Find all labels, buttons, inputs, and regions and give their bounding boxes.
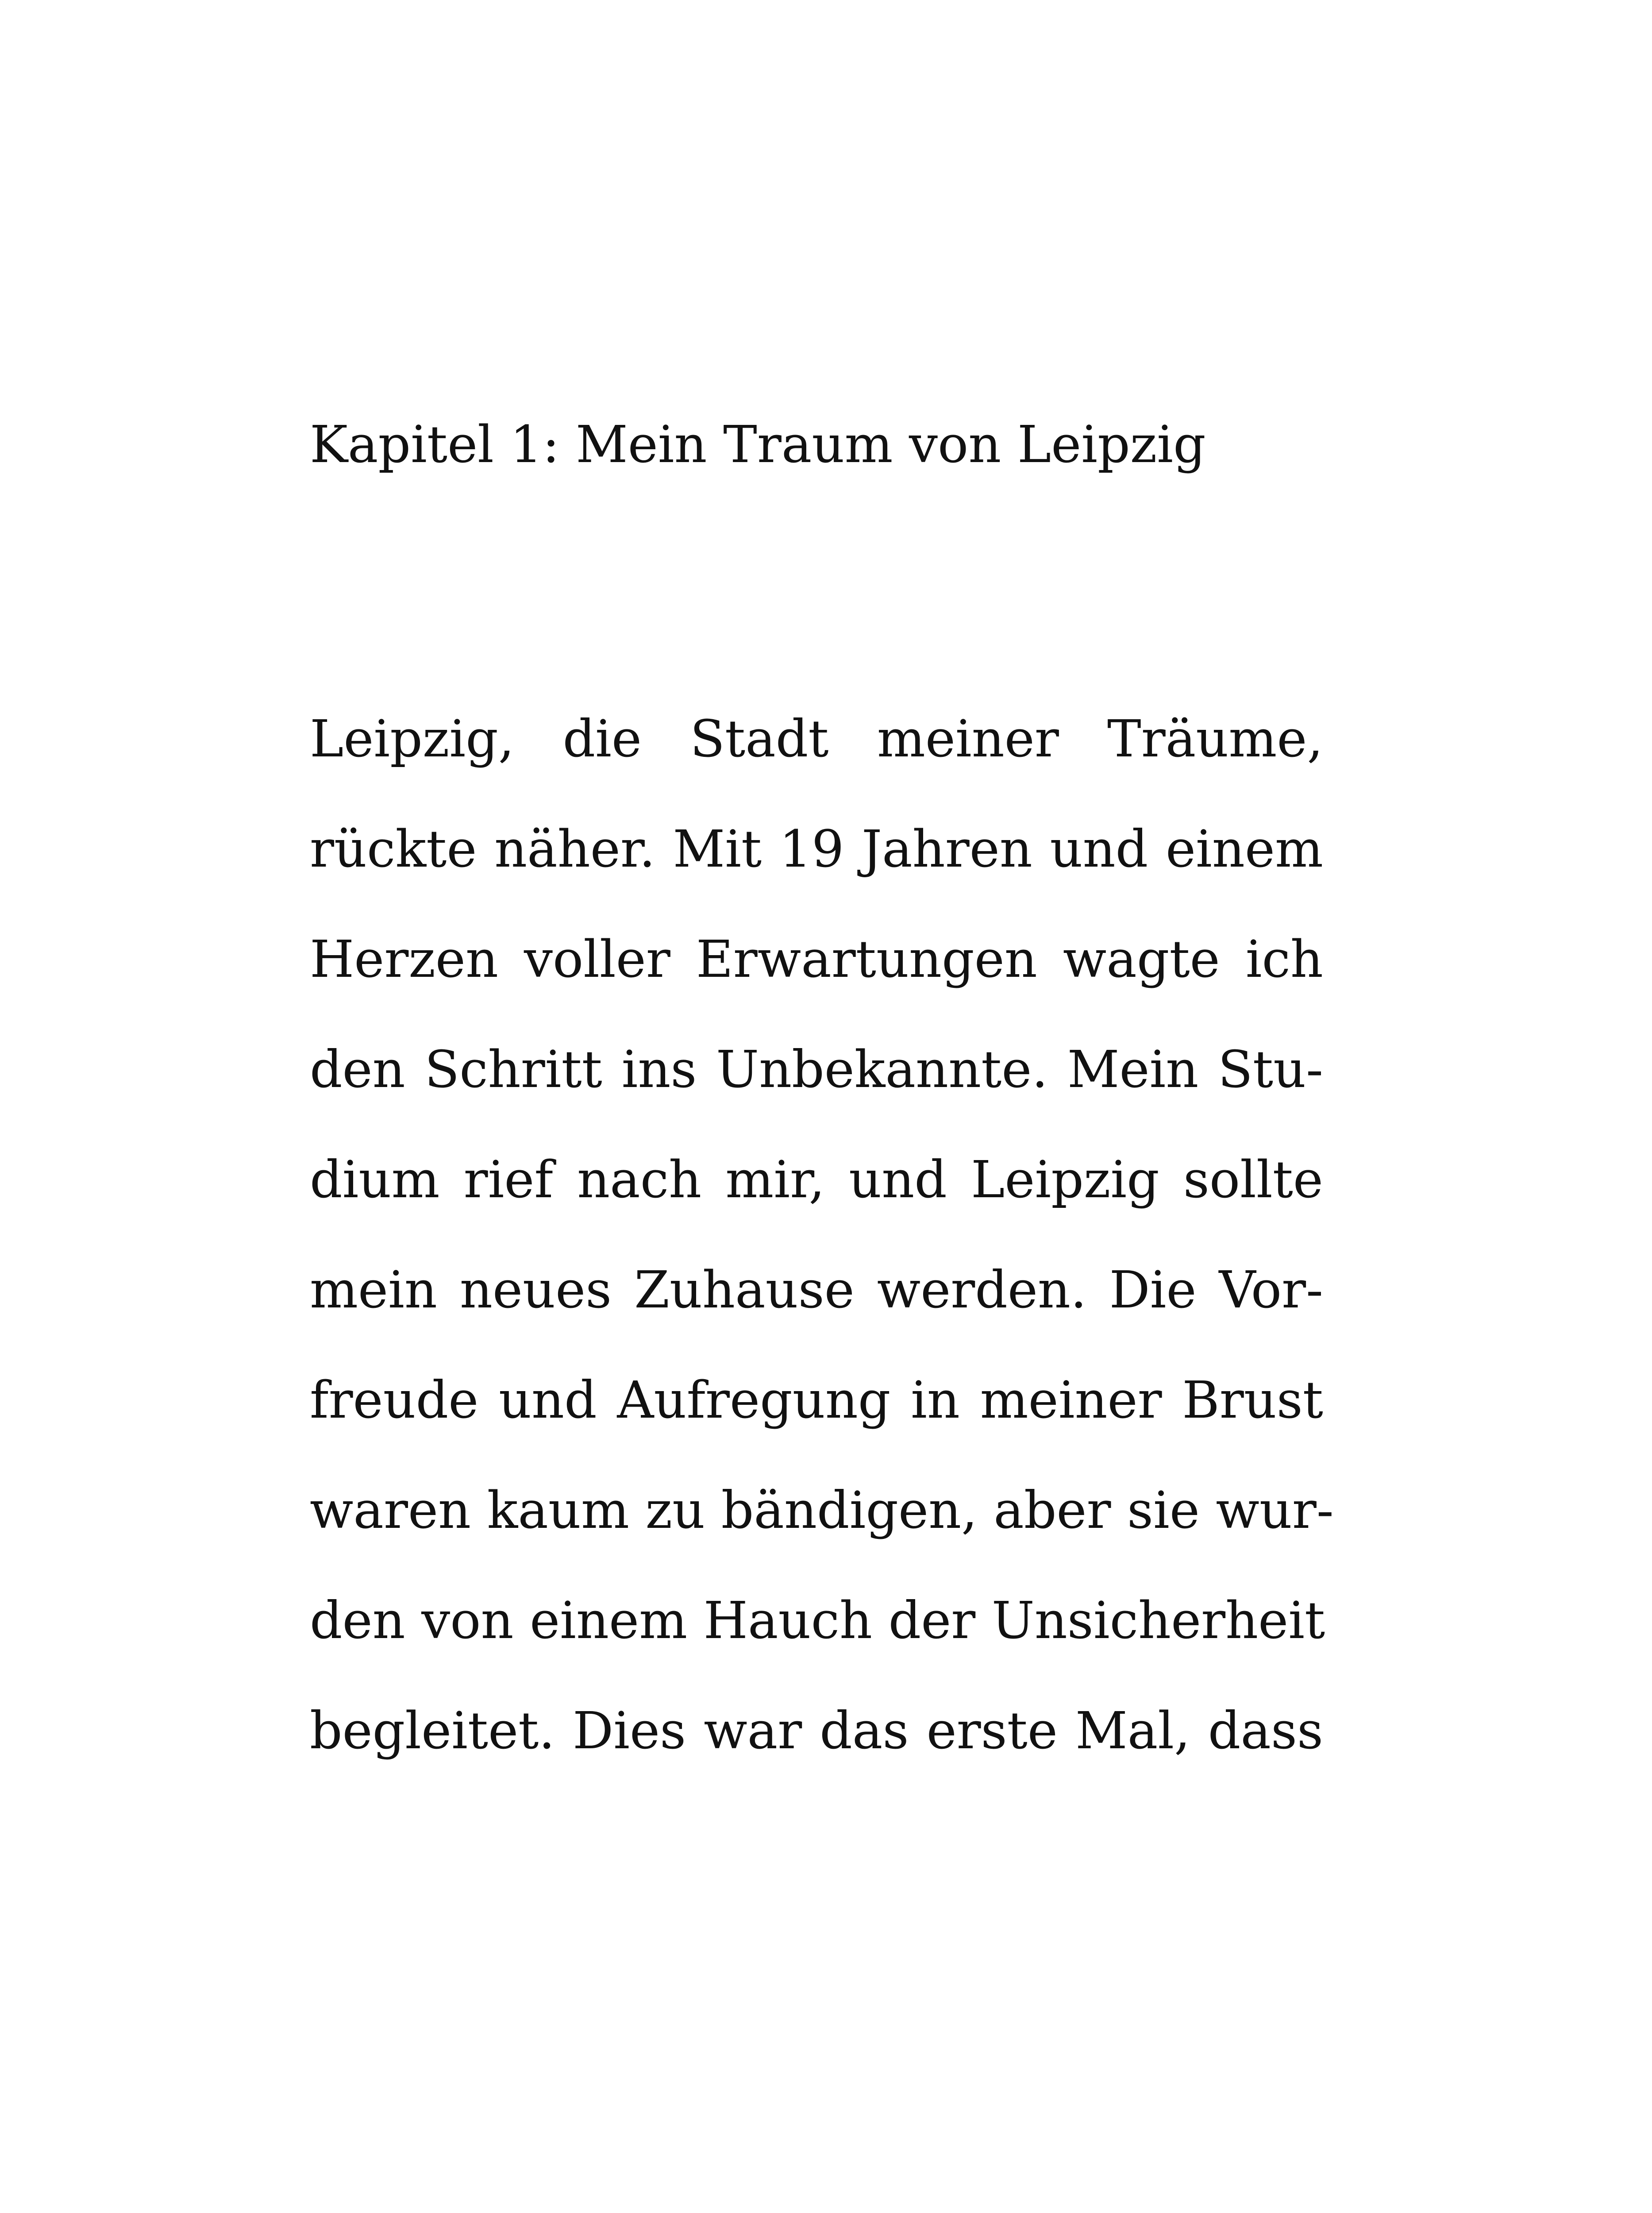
paragraph-line: Herzen voller Erwartungen wagte ich [310,930,1323,989]
paragraph-line: waren kaum zu bändigen, aber sie wur- [310,1481,1334,1540]
paragraph-line: begleitet. Dies war das erste Mal, dass [310,1701,1323,1761]
paragraph-line: den Schritt ins Unbekannte. Mein Stu- [310,1040,1323,1099]
chapter-title: Kapitel 1: Mein Traum von Leipzig [310,415,1206,474]
paragraph-line: freude und Aufregung in meiner Brust [310,1371,1323,1430]
paragraph-line: mein neues Zuhause werden. Die Vor- [310,1261,1323,1320]
paragraph-line: den von einem Hauch der Unsicherheit [310,1591,1325,1650]
chapter-paragraph [310,708,1334,1810]
paragraph-line: Leipzig, die Stadt meiner Träume, [310,709,1323,769]
paragraph-line: rückte näher. Mit 19 Jahren und einem [310,820,1323,879]
paragraph-line: dium rief nach mir, und Leipzig sollte [310,1150,1323,1210]
